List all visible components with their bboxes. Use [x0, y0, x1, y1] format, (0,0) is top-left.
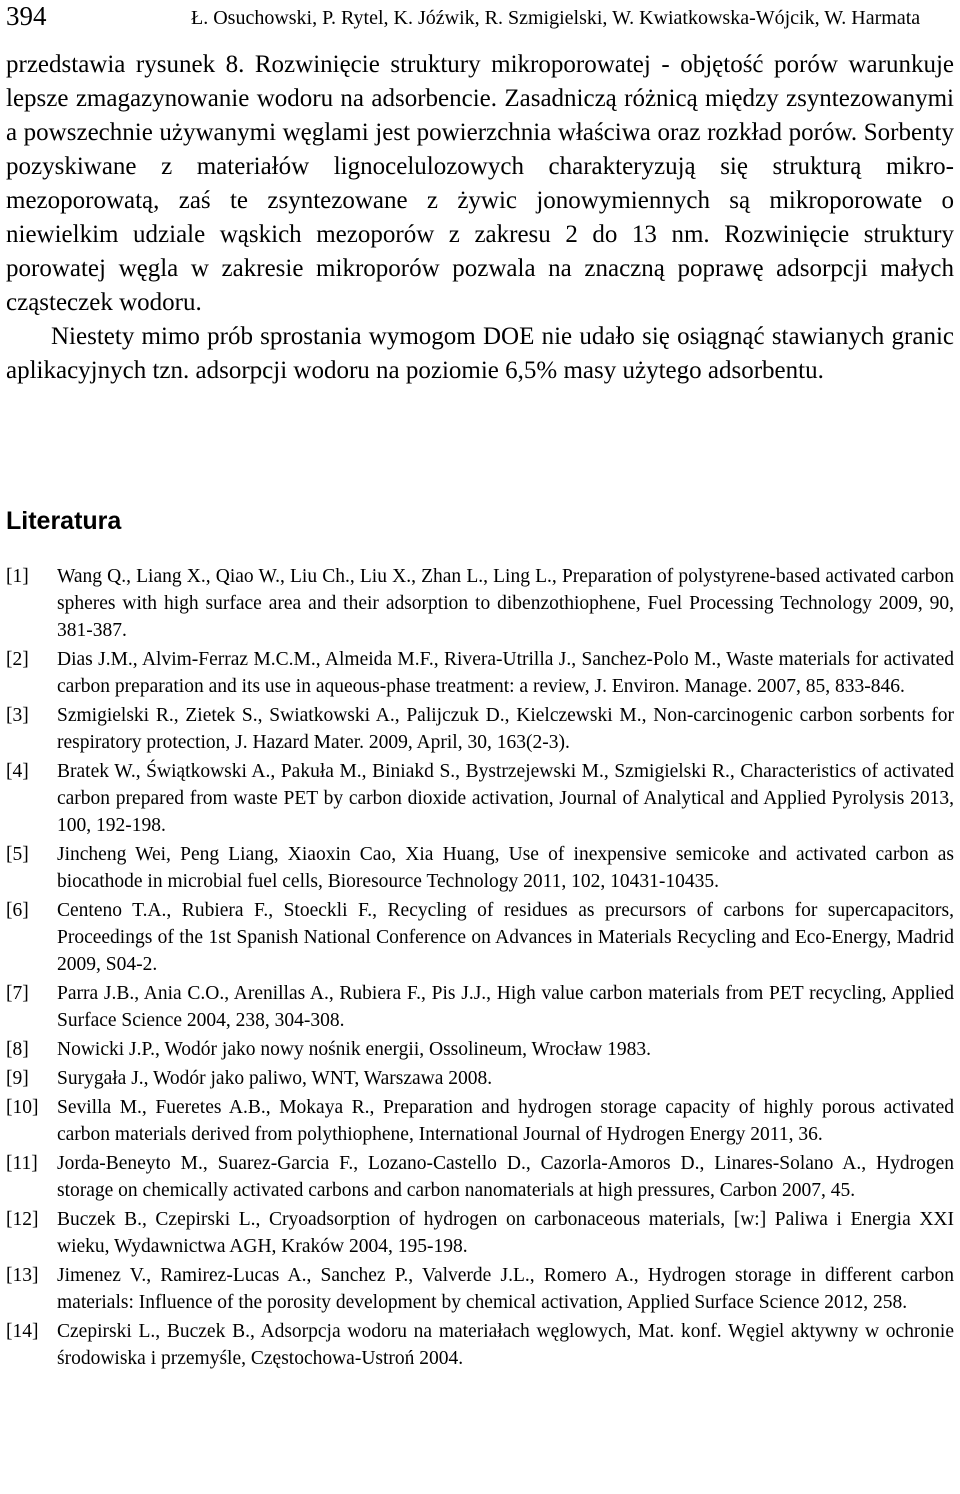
reference-label: [4] — [6, 761, 29, 782]
reference-item — [6, 841, 954, 895]
reference-text: Surygała J., Wodór jako paliwo, WNT, Warszawa 2008. — [57, 1068, 493, 1089]
reference-label: [13] — [6, 1265, 39, 1286]
page-number: 394 — [6, 1, 47, 31]
body-text — [6, 48, 954, 388]
reference-label: [6] — [6, 900, 29, 921]
reference-label: [9] — [6, 1068, 29, 1089]
reference-label: [14] — [6, 1321, 39, 1342]
body-paragraph: przedstawia rysunek 8. Rozwinięcie struktury mikroporowatej - objętość porów warunkuje lepsze zmagazynowanie wodoru na adsorbencie. Zasadniczą różnicą między zsyntezowanymi a powszechnie używanymi węglami jest powierzchnia właściwa oraz rozkład porów. Sorbenty pozyskiwane z materiałów lignocelulozowych charakteryzują się strukturą mikro-mezoporowatą, zaś te zsyntezowane z żywic jonowymiennych są mikroporowate o niewielkim udziale wąskich mezoporów z zakresu 2 do 13 nm. Rozwinięcie struktury porowatej węgla w zakresie mikroporów pozwala na znaczną poprawę adsorpcji małych cząsteczek wodoru. — [6, 51, 954, 316]
reference-label: [10] — [6, 1097, 39, 1118]
reference-label: [8] — [6, 1039, 29, 1060]
section-heading-literature: Literatura — [6, 507, 122, 535]
reference-item — [6, 1150, 954, 1204]
reference-item — [6, 1036, 954, 1063]
reference-text: Szmigielski R., Zietek S., Swiatkowski A., Palijczuk D., Kielczewski M., Non-carcinogenic carbon sorbents for respiratory protection, J. Hazard Mater. 2009, April, 30, 163(2-3). — [57, 705, 954, 753]
reference-item — [6, 1318, 954, 1372]
reference-label: [1] — [6, 566, 29, 587]
reference-item — [6, 646, 954, 700]
reference-text: Jimenez V., Ramirez-Lucas A., Sanchez P., Valverde J.L., Romero A., Hydrogen storage in different carbon materials: Influence of the porosity development by chemical activation, Applied Surface Science 2012, 258. — [57, 1265, 954, 1313]
reference-text: Jorda-Beneyto M., Suarez-Garcia F., Lozano-Castello D., Cazorla-Amoros D., Linares-Solano A., Hydrogen storage on chemically activated carbons and carbon nanomaterials at high pressures, Carbon 2007, 45. — [57, 1153, 954, 1201]
reference-label: [2] — [6, 649, 29, 670]
reference-text: Buczek B., Czepirski L., Cryoadsorption of hydrogen on carbonaceous materials, [w:] Paliwa i Energia XXI wieku, Wydawnictwa AGH, Kraków 2004, 195-198. — [57, 1209, 954, 1257]
reference-item — [6, 702, 954, 756]
reference-item — [6, 897, 954, 978]
reference-list — [6, 563, 954, 1374]
reference-text: Nowicki J.P., Wodór jako nowy nośnik energii, Ossolineum, Wrocław 1983. — [57, 1039, 651, 1060]
reference-item — [6, 980, 954, 1034]
reference-text: Bratek W., Świątkowski A., Pakuła M., Biniakd S., Bystrzejewski M., Szmigielski R., Characteristics of activated carbon prepared from waste PET by carbon dioxide activation, Journal of Analytical and Applied Pyrolysis 2013, 100, 192-198. — [57, 761, 954, 836]
reference-item — [6, 563, 954, 644]
reference-text: Wang Q., Liang X., Qiao W., Liu Ch., Liu X., Zhan L., Ling L., Preparation of polystyrene-based activated carbon spheres with high surface area and their adsorption to dibenzothiophene, Fuel Processing Technology 2009, 90, 381-387. — [57, 566, 954, 641]
reference-item — [6, 1262, 954, 1316]
reference-label: [3] — [6, 705, 29, 726]
reference-label: [12] — [6, 1209, 39, 1230]
reference-text: Czepirski L., Buczek B., Adsorpcja wodoru na materiałach węglowych, Mat. konf. Węgiel aktywny w ochronie środowiska i przemyśle, Częstochowa-Ustroń 2004. — [57, 1321, 954, 1369]
reference-item — [6, 1206, 954, 1260]
reference-text: Sevilla M., Fueretes A.B., Mokaya R., Preparation and hydrogen storage capacity of highly porous activated carbon materials derived from polythiophene, International Journal of Hydrogen Energy 2011, 36. — [57, 1097, 954, 1145]
running-header-authors: Ł. Osuchowski, P. Rytel, K. Jóźwik, R. Szmigielski, W. Kwiatkowska-Wójcik, W. Harmata — [191, 7, 921, 29]
reference-text: Dias J.M., Alvim-Ferraz M.C.M., Almeida M.F., Rivera-Utrilla J., Sanchez-Polo M., Waste materials for activated carbon preparation and its use in aqueous-phase treatment: a review, J. Environ. Manage. 2007, 85, 833-846. — [57, 649, 954, 697]
reference-label: [11] — [6, 1153, 38, 1174]
body-paragraph: Niestety mimo prób sprostania wymogom DOE nie udało się osiągnąć stawianych granic aplikacyjnych tzn. adsorpcji wodoru na poziomie 6,5% masy użytego adsorbentu. — [6, 323, 954, 384]
reference-item — [6, 758, 954, 839]
reference-text: Parra J.B., Ania C.O., Arenillas A., Rubiera F., Pis J.J., High value carbon materials from PET recycling, Applied Surface Science 2004, 238, 304-308. — [57, 983, 954, 1031]
reference-text: Jincheng Wei, Peng Liang, Xiaoxin Cao, Xia Huang, Use of inexpensive semicoke and activated carbon as biocathode in microbial fuel cells, Bioresource Technology 2011, 102, 10431-10435. — [57, 844, 954, 892]
reference-item — [6, 1065, 954, 1092]
reference-text: Centeno T.A., Rubiera F., Stoeckli F., Recycling of residues as precursors of carbons for supercapacitors, Proceedings of the 1st Spanish National Conference on Advances in Materials Recycling and Eco-Energy, Madrid 2009, S04-2. — [57, 900, 954, 975]
reference-label: [5] — [6, 844, 29, 865]
running-header — [6, 2, 954, 30]
reference-label: [7] — [6, 983, 29, 1004]
reference-item — [6, 1094, 954, 1148]
